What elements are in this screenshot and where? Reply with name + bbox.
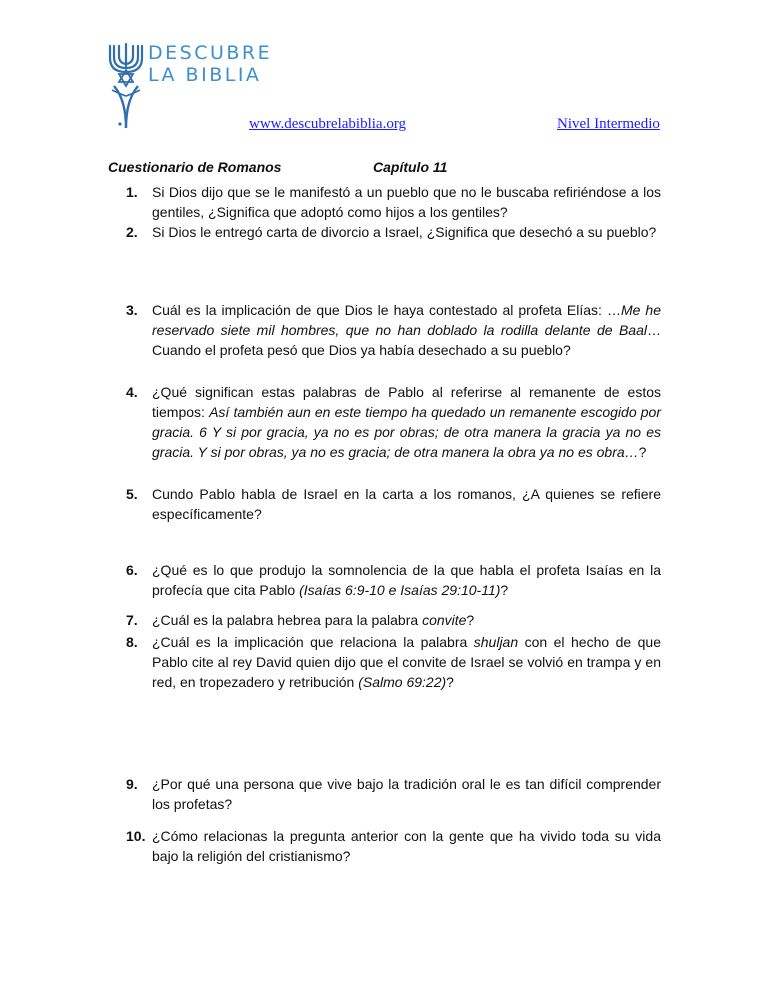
logo-line-2: LA BIBLIA (148, 64, 262, 86)
level-link[interactable]: Nivel Intermedio (557, 116, 660, 132)
question-text-run: ? (500, 582, 509, 598)
question-text-run: ¿Por qué una persona que vive bajo la tradición oral le es tan difícil comprender los profetas? (152, 776, 661, 812)
question-item (126, 484, 661, 524)
question-item (126, 222, 661, 242)
question-text-run: ¿Qué es lo que produjo la somnolencia de la que habla el profeta Isaías en la profecía que cita Pablo (152, 562, 661, 598)
question-number: 1. (126, 184, 138, 200)
descubre-la-biblia-logo (108, 38, 273, 134)
question-text (152, 774, 661, 814)
question-text-run: ¿Cuál es la palabra hebrea para la palabra (152, 612, 423, 628)
question-number: 5. (126, 486, 138, 502)
question-number: 2. (126, 224, 138, 240)
question-text (152, 300, 661, 360)
question-item (126, 300, 661, 360)
question-text (152, 382, 661, 462)
question-text (152, 826, 661, 866)
question-item (126, 774, 661, 814)
question-item (126, 382, 661, 462)
question-number: 3. (126, 302, 138, 318)
question-item (126, 182, 661, 222)
question-text (152, 222, 661, 242)
document-title: Cuestionario de Romanos (108, 159, 282, 175)
logo-wordmark (148, 42, 272, 86)
question-item (126, 632, 661, 692)
question-text-run: ¿Cómo relacionas la pregunta anterior con la gente que ha vivido toda su vida bajo la religión del cristianismo? (152, 828, 661, 864)
question-text-run: ? (466, 612, 475, 628)
question-text-run: ¿Qué significan estas palabras de Pablo al referirse al remanente de estos tiempos: (152, 384, 661, 420)
question-text-italic: (Salmo 69:22) (358, 674, 447, 690)
question-text (152, 182, 661, 222)
question-text (152, 484, 661, 524)
question-text-run: ? (446, 674, 454, 690)
question-text-italic: (Isaías 6:9-10 e Isaías 29:10-11) (299, 582, 501, 598)
question-item (126, 826, 661, 866)
question-text-run: Cuál es la implicación de que Dios le haya contestado al profeta Elías: … (152, 302, 621, 318)
chapter-title: Capítulo 11 (373, 159, 448, 175)
question-number: 8. (126, 634, 138, 650)
question-text-run: con el hecho de que Pablo cite al rey David quien dijo que el convite de Israel se volvió en trampa y en red, en tropezadero y retribución (152, 634, 661, 690)
question-text-italic: Me he reservado siete mil hombres, que no han doblado la rodilla delante de Baal (152, 302, 661, 338)
menorah-fish-icon (108, 38, 144, 130)
question-text-run: ? (638, 444, 647, 460)
question-number: 4. (126, 384, 138, 400)
question-text-run: …Cuando el profeta pesó que Dios ya había desechado a su pueblo? (152, 322, 661, 358)
question-number: 7. (126, 612, 138, 628)
question-number: 6. (126, 562, 138, 578)
question-text-run: Cundo Pablo habla de Israel en la carta a los romanos, ¿A quienes se refiere específicamente? (152, 486, 661, 522)
question-text-italic: Así también aun en este tiempo ha quedado un remanente escogido por gracia. 6 Y si por gracia, ya no es por obras; de otra manera la gracia ya no es gracia. Y si por obras, ya no es gracia; de otra manera la obra ya no es obra… (152, 404, 661, 460)
logo-line-1: DESCUBRE (148, 42, 273, 64)
question-text (152, 610, 661, 630)
question-number: 10. (126, 828, 146, 844)
question-text (152, 560, 661, 600)
question-number: 9. (126, 776, 138, 792)
question-text-run: ¿Cuál es la implicación que relaciona la palabra (152, 634, 474, 650)
question-text-run: Si Dios le entregó carta de divorcio a Israel, ¿Significa que desechó a su pueblo? (152, 224, 657, 240)
question-item (126, 610, 661, 630)
website-link[interactable]: www.descubrelabiblia.org (249, 116, 407, 132)
question-text-run: Si Dios dijo que se le manifestó a un pueblo que no le buscaba refiriéndose a los gentiles, ¿Significa que adoptó como hijos a los gentiles? (152, 184, 661, 220)
question-text-italic: shuljan (473, 634, 519, 650)
question-text (152, 632, 661, 692)
question-item (126, 560, 661, 600)
question-text-italic: convite (422, 612, 467, 628)
